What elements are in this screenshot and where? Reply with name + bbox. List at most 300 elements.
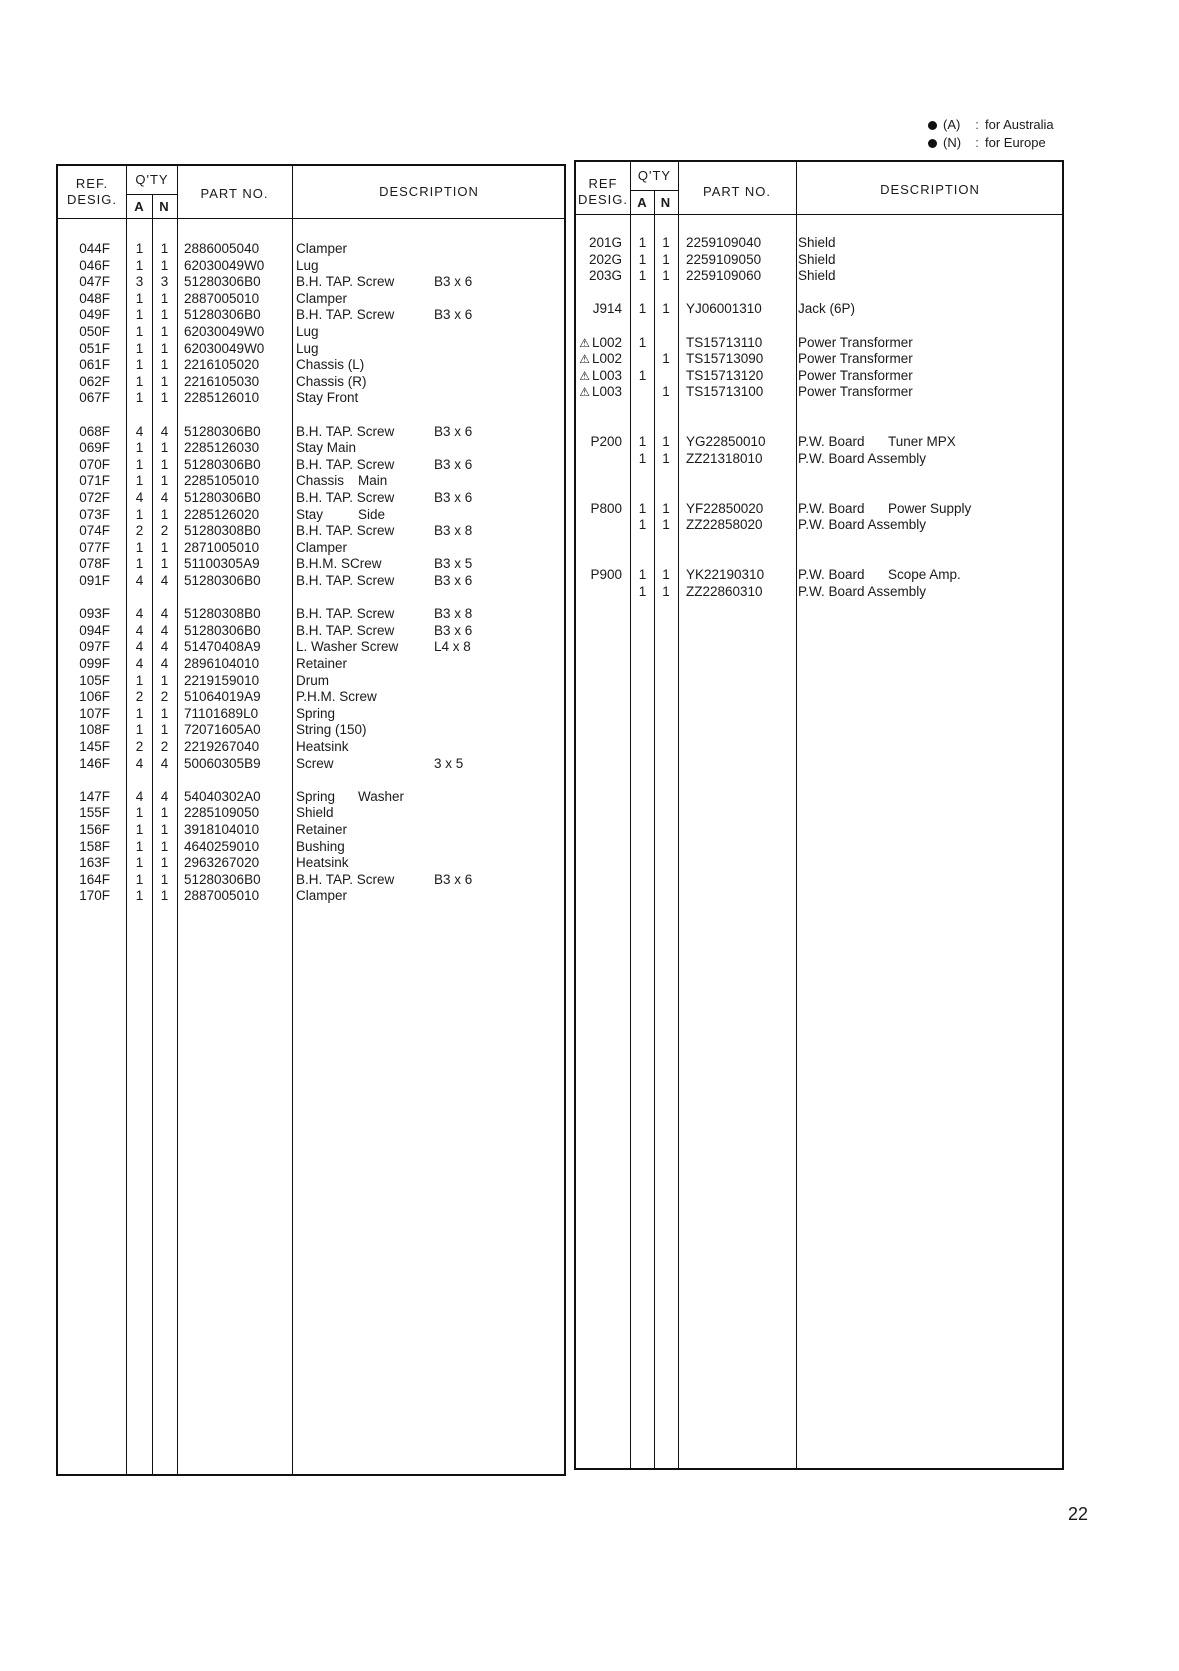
description: B.H. TAP. Screw — [296, 456, 395, 472]
ref-desig: 097F — [79, 639, 110, 655]
qty-a: 4 — [135, 490, 144, 505]
qty-a: 1 — [135, 722, 144, 738]
description: P.W. Board Assembly — [798, 517, 927, 533]
ref-desig-cell — [576, 500, 622, 518]
table-row — [58, 622, 564, 640]
description: Power Transformer — [798, 351, 913, 367]
part-number: 51280306B0 — [184, 871, 261, 887]
qty-a: 1 — [135, 506, 144, 522]
ref-desig: L002 — [591, 334, 622, 350]
description-detail: Side — [358, 506, 386, 522]
qty-a: 1 — [135, 257, 144, 273]
qty-n: 2 — [160, 689, 169, 705]
description: B.H. TAP. Screw — [296, 622, 395, 638]
size: B3 x 6 — [434, 307, 473, 323]
qty-n: 1 — [662, 567, 670, 582]
description: P.W. Board — [798, 567, 865, 582]
qty-a: 1 — [135, 855, 144, 871]
description: Clamper — [296, 539, 348, 555]
qty-a: 1 — [135, 822, 144, 837]
part-number: 2963267020 — [184, 855, 260, 871]
size: B3 x 6 — [434, 490, 473, 505]
ref-desig: 163F — [79, 855, 110, 871]
qty-n: 1 — [160, 556, 169, 572]
description: Stay Front — [296, 390, 359, 406]
table-row — [58, 605, 564, 623]
size: B3 x 6 — [434, 871, 473, 887]
size: L4 x 8 — [434, 639, 471, 655]
description: Chassis — [296, 473, 345, 489]
qty-a: 4 — [135, 573, 144, 588]
description: B.H. TAP. Screw — [296, 871, 395, 887]
ref-desig-cell — [576, 566, 622, 584]
table-row — [576, 367, 1062, 385]
table-row — [576, 251, 1062, 269]
qty-n: 1 — [662, 434, 670, 450]
qty-a: 1 — [135, 539, 144, 555]
description: Lug — [296, 324, 319, 339]
ref-desig: 071F — [79, 473, 110, 489]
qty-n: 4 — [160, 606, 169, 622]
part-number: 2216105030 — [184, 373, 260, 389]
part-number: 51280306B0 — [184, 307, 261, 323]
qty-a: 1 — [135, 473, 144, 489]
qty-a: 1 — [135, 705, 144, 721]
qty-a: 1 — [638, 235, 647, 250]
description: Shield — [798, 235, 836, 250]
qty-n: 1 — [662, 583, 670, 599]
ref-desig-cell — [576, 300, 622, 318]
ref-desig: P900 — [590, 567, 622, 582]
qty-n: 4 — [160, 656, 169, 671]
header-ref — [576, 176, 630, 208]
qty-n: 1 — [160, 456, 169, 472]
qty-a: 1 — [135, 805, 144, 821]
part-number: 71101689L0 — [184, 705, 259, 721]
qty-n: 1 — [160, 290, 169, 306]
qty-a: 1 — [135, 556, 144, 572]
ref-desig: 069F — [79, 440, 110, 456]
description: B.H. TAP. Screw — [296, 307, 395, 323]
ref-desig: 164F — [79, 871, 110, 887]
table-row — [58, 472, 564, 490]
legend-row-australia — [928, 116, 1054, 134]
qty-n: 1 — [160, 871, 169, 887]
table-row — [58, 290, 564, 308]
table-row — [576, 516, 1062, 534]
legend-colon: : — [975, 117, 979, 132]
description: Power Transformer — [798, 334, 913, 350]
qty-n: 4 — [160, 573, 169, 588]
ref-desig: L003 — [591, 367, 622, 383]
ref-desig: 051F — [79, 340, 110, 356]
part-number: YJ06001310 — [686, 301, 762, 317]
qty-n: 1 — [160, 340, 169, 356]
description-detail: Main — [358, 473, 388, 489]
part-number: ZZ22858020 — [686, 517, 763, 533]
part-number: 2216105020 — [184, 357, 260, 373]
ref-desig: 105F — [79, 672, 110, 688]
qty-n: 1 — [160, 440, 169, 456]
ref-desig: 094F — [79, 622, 110, 638]
part-number: 2219159010 — [184, 672, 260, 688]
table-row — [58, 672, 564, 690]
header-ref-line1: REF. — [75, 176, 109, 191]
table-row — [58, 871, 564, 889]
description: B.H. TAP. Screw — [296, 606, 395, 622]
table-row — [58, 638, 564, 656]
description: P.W. Board Assembly — [798, 450, 927, 466]
table-row — [576, 350, 1062, 368]
header-part-no: PART NO. — [200, 186, 269, 201]
part-number: 2886005040 — [184, 241, 260, 256]
description: Stay Main — [296, 440, 357, 456]
legend-desc: for Europe — [985, 135, 1046, 150]
table-row — [576, 383, 1062, 401]
description: Chassis (R) — [296, 373, 367, 389]
qty-n: 1 — [160, 672, 169, 688]
part-number: 2285126030 — [184, 440, 260, 456]
table-row — [58, 522, 564, 540]
part-number: 51280306B0 — [184, 423, 261, 439]
qty-a: 1 — [638, 301, 647, 317]
size: B3 x 8 — [434, 523, 473, 539]
qty-n: 1 — [160, 805, 169, 821]
qty-a: 1 — [135, 440, 144, 456]
legend-code: (A) — [943, 117, 961, 132]
legend-code: (N) — [943, 135, 962, 150]
header-qty: Q'TY — [135, 172, 169, 187]
warning-icon: ⚠ — [579, 368, 590, 383]
description: Lug — [296, 340, 319, 356]
qty-a: 1 — [638, 268, 647, 284]
ref-desig: 156F — [79, 822, 110, 837]
ref-desig: 099F — [79, 656, 110, 671]
ref-desig: P800 — [590, 500, 622, 516]
table-row — [576, 500, 1062, 518]
part-number: TS15713120 — [686, 367, 764, 383]
ref-desig: 202G — [588, 251, 622, 267]
qty-a: 1 — [135, 290, 144, 306]
table-row — [58, 356, 564, 374]
qty-a: 1 — [135, 241, 144, 256]
ref-desig: P200 — [590, 434, 622, 450]
header-qty-n: N — [159, 199, 170, 214]
description: B.H. TAP. Screw — [296, 523, 395, 539]
table-row — [58, 506, 564, 524]
qty-n: 1 — [160, 373, 169, 389]
ref-desig: 145F — [79, 739, 110, 754]
qty-a: 3 — [135, 274, 144, 290]
qty-n: 4 — [160, 490, 169, 505]
part-number: YF22850020 — [686, 500, 764, 516]
page-number: 22 — [1068, 1504, 1089, 1524]
description: Retainer — [296, 656, 348, 671]
part-number: 62030049W0 — [184, 324, 265, 339]
qty-n: 4 — [160, 755, 169, 771]
description: L. Washer Screw — [296, 639, 399, 655]
ref-desig: 061F — [79, 357, 110, 373]
ref-desig: 049F — [79, 307, 110, 323]
qty-n: 4 — [160, 639, 169, 655]
ref-desig-cell — [576, 350, 622, 368]
qty-n: 1 — [160, 390, 169, 406]
table-row — [58, 323, 564, 341]
table-row — [58, 489, 564, 507]
part-number: 51280308B0 — [184, 523, 261, 539]
description-detail: Tuner MPX — [888, 434, 956, 450]
table-row — [58, 389, 564, 407]
ref-desig: J914 — [592, 301, 622, 317]
description: Screw — [296, 755, 334, 771]
qty-n: 3 — [160, 274, 169, 290]
part-number: 51280306B0 — [184, 573, 261, 588]
description: Power Transformer — [798, 367, 913, 383]
ref-desig: 155F — [79, 805, 110, 821]
qty-a: 1 — [638, 517, 647, 533]
description-detail: Power Supply — [888, 500, 972, 516]
qty-n: 1 — [662, 268, 670, 284]
part-number: 54040302A0 — [184, 788, 261, 804]
part-number: 2871005010 — [184, 539, 260, 555]
header-qty-n: N — [660, 195, 672, 210]
description: Drum — [296, 672, 329, 688]
header-ref — [58, 176, 126, 208]
table-row — [58, 838, 564, 856]
qty-a: 1 — [135, 672, 144, 688]
part-number: 4640259010 — [184, 838, 260, 854]
description: Clamper — [296, 888, 348, 904]
description: P.H.M. Screw — [296, 689, 377, 705]
part-number: TS15713090 — [686, 351, 764, 367]
description: P.W. Board — [798, 434, 865, 450]
part-number: 2259109050 — [686, 251, 762, 267]
legend-desc: for Australia — [985, 117, 1054, 132]
table-row — [58, 306, 564, 324]
part-number: TS15713110 — [686, 334, 763, 350]
table-row — [58, 804, 564, 822]
table-row — [576, 433, 1062, 451]
warning-icon: ⚠ — [579, 335, 590, 350]
header-qty-a: A — [637, 195, 648, 210]
header-qty-a: A — [134, 199, 145, 214]
description: P.W. Board — [798, 500, 865, 516]
ref-desig-cell — [576, 267, 622, 285]
ref-desig: 158F — [79, 838, 110, 854]
warning-icon: ⚠ — [579, 385, 590, 400]
qty-a: 1 — [135, 307, 144, 323]
ref-desig: 073F — [79, 506, 110, 522]
description: Spring — [296, 705, 336, 721]
part-number: 50060305B9 — [184, 755, 261, 771]
ref-desig: 146F — [79, 755, 110, 771]
qty-a: 1 — [638, 434, 647, 450]
qty-a: 1 — [638, 583, 647, 599]
header-ref-line2: DESIG. — [66, 192, 118, 207]
description: Spring — [296, 788, 336, 804]
qty-n: 2 — [160, 739, 169, 754]
table-row — [58, 273, 564, 291]
qty-a: 4 — [135, 788, 144, 804]
part-number: 51064019A9 — [184, 689, 261, 705]
part-number: 62030049W0 — [184, 257, 265, 273]
qty-n: 1 — [160, 241, 169, 256]
table-row — [58, 373, 564, 391]
header-part-no: PART NO. — [703, 184, 771, 199]
ref-desig-cell — [576, 383, 622, 401]
size: B3 x 5 — [434, 556, 473, 572]
qty-n: 1 — [160, 822, 169, 837]
description: Chassis (L) — [296, 357, 365, 373]
table-row — [576, 334, 1062, 352]
part-number: 3918104010 — [184, 822, 260, 837]
ref-desig: 062F — [79, 373, 110, 389]
ref-desig: 108F — [79, 722, 110, 738]
qty-n: 1 — [662, 517, 670, 533]
qty-n: 1 — [160, 506, 169, 522]
table-row — [58, 738, 564, 756]
legend — [928, 116, 1054, 152]
qty-a: 1 — [135, 373, 144, 389]
description: B.H. TAP. Screw — [296, 274, 395, 290]
table-row — [58, 755, 564, 773]
description: Power Transformer — [798, 384, 913, 400]
ref-desig: 072F — [79, 490, 110, 505]
header-description: DESCRIPTION — [880, 182, 980, 197]
size: B3 x 8 — [434, 606, 473, 622]
qty-n: 1 — [662, 500, 670, 516]
qty-n: 1 — [662, 351, 670, 367]
qty-n: 2 — [160, 523, 169, 539]
table-row — [576, 450, 1062, 468]
description: P.W. Board Assembly — [798, 583, 927, 599]
qty-a: 1 — [135, 838, 144, 854]
description: Clamper — [296, 290, 348, 306]
qty-a: 1 — [135, 340, 144, 356]
qty-n: 1 — [160, 324, 169, 339]
part-number: 2887005010 — [184, 888, 260, 904]
part-number: 2285126020 — [184, 506, 260, 522]
description: Shield — [296, 805, 334, 821]
table-row — [58, 539, 564, 557]
qty-a: 1 — [135, 456, 144, 472]
ref-desig-cell — [576, 234, 622, 252]
ref-desig: L002 — [591, 351, 622, 367]
part-number: ZZ21318010 — [686, 450, 763, 466]
part-number: 51280306B0 — [184, 456, 261, 472]
part-number: 51100305A9 — [184, 556, 260, 572]
bullet-icon — [928, 121, 937, 130]
header-divider — [58, 218, 564, 219]
table-row — [58, 439, 564, 457]
description: B.H. TAP. Screw — [296, 573, 395, 588]
ref-desig: 170F — [79, 888, 110, 904]
table-row — [58, 456, 564, 474]
table-row — [58, 705, 564, 723]
qty-n: 4 — [160, 622, 169, 638]
size: B3 x 6 — [434, 573, 473, 588]
part-number: ZZ22860310 — [686, 583, 763, 599]
qty-n: 1 — [160, 888, 169, 904]
header-ref-line2: DESIG. — [577, 192, 629, 207]
part-number: 62030049W0 — [184, 340, 265, 356]
description: Lug — [296, 257, 319, 273]
qty-a: 4 — [135, 606, 144, 622]
description: Bushing — [296, 838, 345, 854]
part-number: 51280306B0 — [184, 490, 261, 505]
size: B3 x 6 — [434, 622, 473, 638]
part-number: 2896104010 — [184, 656, 260, 671]
qty-a: 2 — [135, 739, 144, 754]
ref-desig: 046F — [79, 257, 110, 273]
description: Shield — [798, 251, 836, 267]
part-number: 2219267040 — [184, 739, 260, 754]
qty-a: 1 — [638, 500, 647, 516]
ref-desig: 093F — [79, 606, 110, 622]
qty-a: 1 — [135, 324, 144, 339]
ref-desig: 074F — [79, 523, 110, 539]
qty-n: 1 — [160, 855, 169, 871]
table-row — [58, 854, 564, 872]
qty-a: 1 — [135, 888, 144, 904]
qty-n: 1 — [160, 722, 169, 738]
table-row — [58, 257, 564, 275]
table-row — [58, 340, 564, 358]
ref-desig: 050F — [79, 324, 110, 339]
ref-desig: 077F — [79, 539, 110, 555]
qty-a: 1 — [638, 251, 647, 267]
part-number: TS15713100 — [686, 384, 764, 400]
qty-a: 2 — [135, 523, 144, 539]
qty-a: 4 — [135, 755, 144, 771]
description-detail: Scope Amp. — [888, 567, 961, 582]
ref-desig: 044F — [79, 241, 110, 256]
qty-n: 4 — [160, 788, 169, 804]
ref-desig: 068F — [79, 423, 110, 439]
qty-n: 1 — [160, 357, 169, 373]
legend-colon: : — [975, 135, 979, 150]
qty-n: 1 — [662, 384, 670, 400]
description: Jack (6P) — [798, 301, 856, 317]
qty-a: 4 — [135, 622, 144, 638]
part-number: 2259109040 — [686, 235, 762, 250]
part-number: 51280306B0 — [184, 622, 261, 638]
qty-a: 4 — [135, 656, 144, 671]
warning-icon: ⚠ — [579, 352, 590, 367]
header-divider — [576, 214, 1062, 215]
part-number: YG22850010 — [686, 434, 766, 450]
table-row — [576, 583, 1062, 601]
qty-a: 1 — [638, 334, 647, 350]
qty-n: 1 — [160, 539, 169, 555]
description: Clamper — [296, 241, 348, 256]
ref-desig: L003 — [591, 384, 622, 400]
parts-table-left — [56, 164, 566, 1476]
description: Stay — [296, 506, 324, 522]
table-row — [58, 240, 564, 258]
ref-desig-cell — [576, 251, 622, 269]
table-row — [58, 555, 564, 573]
table-row — [58, 572, 564, 590]
table-row — [576, 234, 1062, 252]
description: String (150) — [296, 722, 367, 738]
qty-a: 1 — [638, 367, 647, 383]
header-qty: Q'TY — [637, 168, 672, 183]
size: B3 x 6 — [434, 423, 473, 439]
part-number: 2285109050 — [184, 805, 260, 821]
part-number: 51280306B0 — [184, 274, 261, 290]
size: B3 x 6 — [434, 456, 473, 472]
